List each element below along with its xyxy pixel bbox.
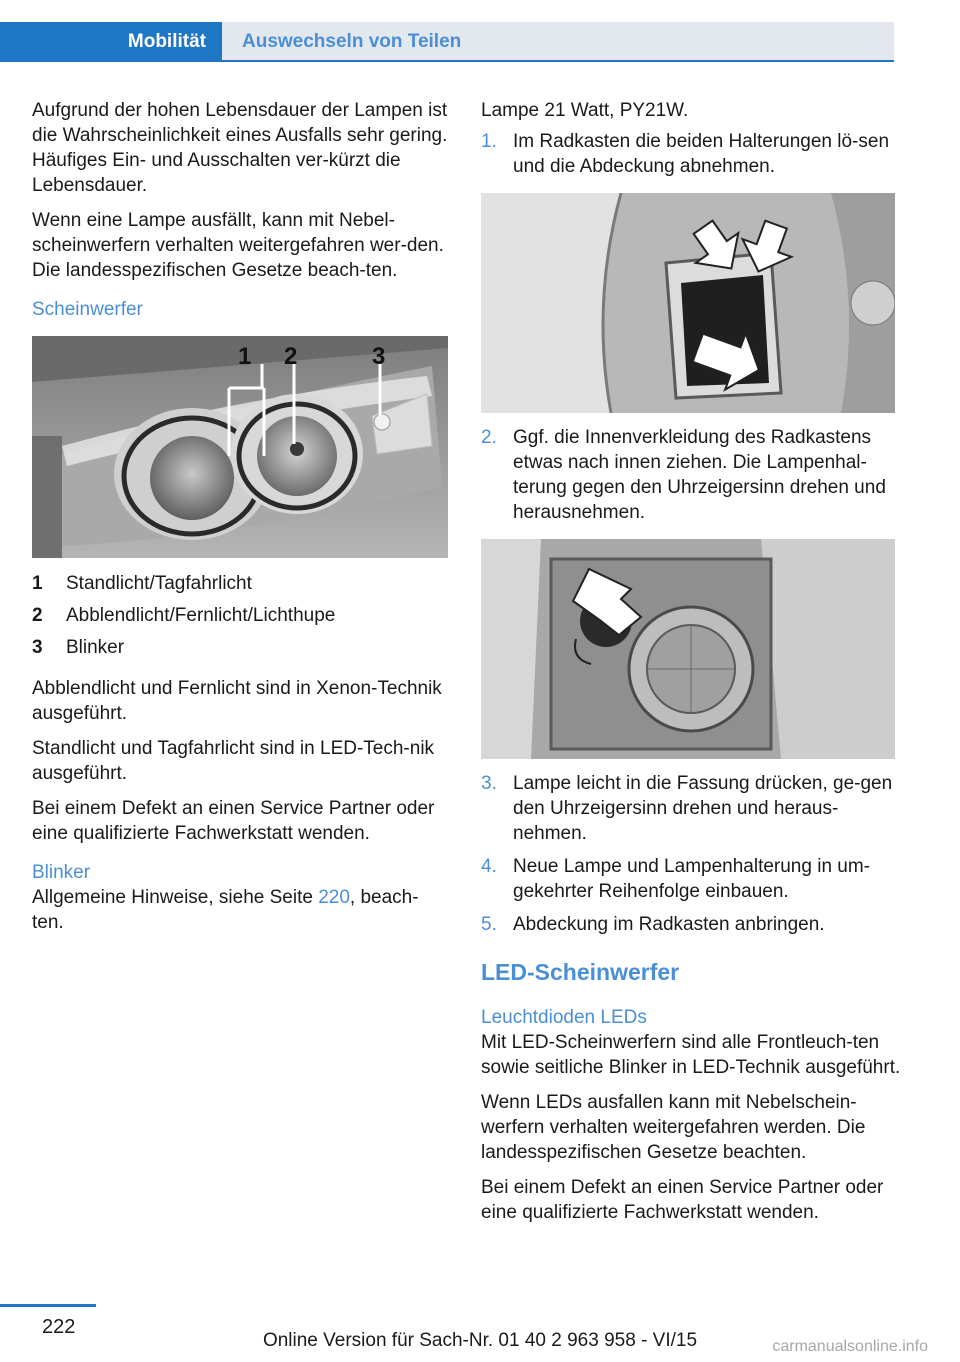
step-number: 4.: [481, 856, 497, 877]
legend-number: 1: [32, 573, 43, 594]
paragraph-xenon: Abblendlicht und Fernlicht sind in Xenon-Technik ausgeführt.: [32, 678, 442, 724]
hinweise-text-end: , beach-ten.: [32, 887, 419, 933]
watermark: carmanualsonline.info: [772, 1338, 928, 1355]
heading-led-scheinwerfer: LED-Scheinwerfer: [481, 959, 680, 985]
wheel-arch-image: [481, 193, 895, 413]
paragraph-lampe-ausfall: Wenn eine Lampe ausfällt, kann mit Nebel-scheinwerfern verhalten weitergefahren wer-den. Die landesspezifischen Gesetze beach-ten.: [32, 210, 444, 281]
headlight-illustration: [32, 336, 448, 558]
step-number: 2.: [481, 427, 497, 448]
step-item: [481, 129, 901, 179]
heading-blinker: Blinker: [32, 862, 91, 883]
page-number: 222: [42, 1316, 76, 1338]
legend-text: Standlicht/Tagfahrlicht: [66, 573, 252, 594]
step-item: [481, 425, 901, 525]
heading-leuchtdioden: Leuchtdioden LEDs: [481, 1007, 647, 1028]
legend-number: 3: [32, 637, 43, 658]
paragraph-lampe-21-watt: Lampe 21 Watt, PY21W.: [481, 100, 689, 121]
page-link-220[interactable]: 220: [318, 887, 350, 908]
legend-text: Blinker: [66, 637, 125, 658]
lamp-holder-illustration: [481, 539, 895, 759]
paragraph-led-defekt: Bei einem Defekt an einen Service Partner oder eine qualifizierte Fachwerkstatt wenden.: [481, 1177, 884, 1223]
figure-label-3: 3: [372, 343, 386, 370]
paragraph-lebensdauer: Aufgrund der hohen Lebensdauer der Lampen ist die Wahrscheinlichkeit eines Ausfalls sehr gering. Häufiges Ein- und Ausschalten ver-kürzt die Lebensdauer.: [32, 100, 448, 196]
step-text: Neue Lampe und Lampenhalterung in um-gekehrter Reihenfolge einbauen.: [513, 856, 871, 902]
paragraph-allgemeine-hinweise: [32, 885, 450, 935]
header-divider: [222, 60, 894, 62]
paragraph-defekt: Bei einem Defekt an einen Service Partner oder eine qualifizierte Fachwerkstatt wenden.: [32, 798, 435, 844]
tab-auswechseln-von-teilen[interactable]: Auswechseln von Teilen: [222, 22, 894, 62]
step-text: Lampe leicht in die Fassung drücken, ge-gen den Uhrzeigersinn drehen und heraus-nehmen.: [513, 773, 893, 844]
tab-mobilitaet[interactable]: Mobilität: [0, 22, 222, 62]
step-number: 1.: [481, 131, 497, 152]
paragraph-led-technik: Standlicht und Tagfahrlicht sind in LED-Tech-nik ausgeführt.: [32, 738, 435, 784]
step-text: Im Radkasten die beiden Halterungen lö-sen und die Abdeckung abnehmen.: [513, 131, 890, 177]
steps-list-continued: [481, 771, 901, 937]
paragraph-leds-ausfallen: Wenn LEDs ausfallen kann mit Nebelschein-werfern verhalten weitergefahren werden. Die landesspezifischen Gesetze beachten.: [481, 1092, 866, 1163]
online-version-text: Online Version für Sach-Nr. 01 40 2 963 958 - VI/15: [262, 1330, 698, 1351]
left-column: [32, 98, 450, 945]
step-text: Ggf. die Innenverkleidung des Radkastens etwas nach innen ziehen. Die Lampenhal-terung gegen den Uhrzeigersinn drehen und herausnehmen.: [513, 427, 886, 523]
legend-item: [32, 600, 450, 632]
paragraph-led-frontleuchten: Mit LED-Scheinwerfern sind alle Frontleuch-ten sowie seitliche Blinker in LED-Technik ausgeführt.: [481, 1032, 901, 1078]
legend-text: Abblendlicht/Fernlicht/Lichthupe: [66, 605, 336, 626]
step-item: [481, 912, 901, 937]
right-column: [481, 98, 901, 1235]
headlight-image: [32, 336, 448, 558]
figure-label-1: 1: [238, 343, 252, 370]
figure-legend: [32, 568, 450, 664]
wheel-arch-illustration: [481, 193, 895, 413]
legend-item: [32, 568, 450, 600]
figure-label-2: 2: [284, 343, 298, 370]
step-item: [481, 771, 901, 846]
page-header: [0, 0, 960, 62]
lamp-holder-image: [481, 539, 895, 759]
page-number-divider: [0, 1304, 96, 1307]
hinweise-text: Allgemeine Hinweise, siehe Seite: [32, 887, 319, 908]
step-number: 3.: [481, 773, 497, 794]
step-text: Abdeckung im Radkasten anbringen.: [513, 914, 825, 935]
legend-number: 2: [32, 605, 43, 626]
step-item: [481, 854, 901, 904]
step-number: 5.: [481, 914, 497, 935]
heading-scheinwerfer: Scheinwerfer: [32, 299, 143, 320]
legend-item: [32, 632, 450, 664]
